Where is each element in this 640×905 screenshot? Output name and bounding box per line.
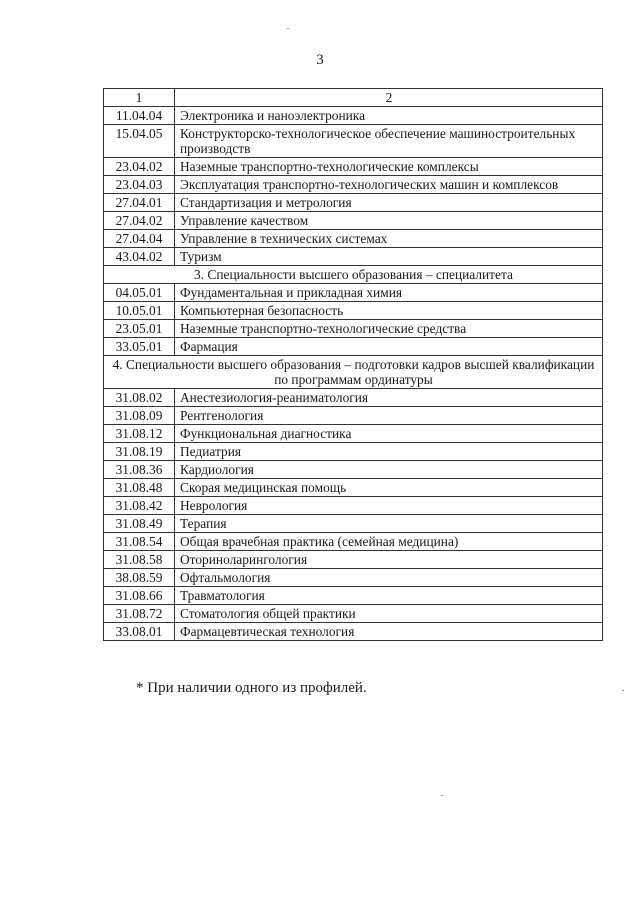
specialty-code: 31.08.72 xyxy=(104,605,175,623)
specialty-name: Стоматология общей практики xyxy=(175,605,603,623)
specialty-code: 33.08.01 xyxy=(104,623,175,641)
header-column-2: 2 xyxy=(175,89,603,107)
specialty-code: 27.04.01 xyxy=(104,194,175,212)
specialty-name: Наземные транспортно-технологические средства xyxy=(175,320,603,338)
specialty-code: 27.04.02 xyxy=(104,212,175,230)
table-row xyxy=(104,461,603,479)
specialty-name: Неврология xyxy=(175,497,603,515)
specialty-code: 31.08.66 xyxy=(104,587,175,605)
specialty-code: 10.05.01 xyxy=(104,302,175,320)
specialty-code: 31.08.49 xyxy=(104,515,175,533)
specialty-name: Анестезиология-реаниматология xyxy=(175,389,603,407)
table-row xyxy=(104,107,603,125)
table-row xyxy=(104,194,603,212)
specialty-code: 31.08.12 xyxy=(104,425,175,443)
specialty-code: 31.08.42 xyxy=(104,497,175,515)
section-title: 3. Специальности высшего образования – специалитета xyxy=(104,266,603,284)
specialty-code: 23.04.03 xyxy=(104,176,175,194)
specialty-name: Кардиология xyxy=(175,461,603,479)
specialty-code: 23.04.02 xyxy=(104,158,175,176)
table-row xyxy=(104,212,603,230)
table-row xyxy=(104,515,603,533)
table-row xyxy=(104,125,603,158)
table-row xyxy=(104,497,603,515)
specialty-code: 31.08.19 xyxy=(104,443,175,461)
specialty-name: Рентгенология xyxy=(175,407,603,425)
table-row xyxy=(104,320,603,338)
table-row xyxy=(104,569,603,587)
specialty-name: Фармацевтическая технология xyxy=(175,623,603,641)
specialty-name: Фундаментальная и прикладная химия xyxy=(175,284,603,302)
specialty-name: Функциональная диагностика xyxy=(175,425,603,443)
table-row xyxy=(104,443,603,461)
specialty-code: 31.08.58 xyxy=(104,551,175,569)
section-title: 4. Специальности высшего образования – подготовки кадров высшей квалификации по программам ординатуры xyxy=(104,356,603,389)
specialty-name: Электроника и наноэлектроника xyxy=(175,107,603,125)
scan-speck xyxy=(287,28,289,29)
specialty-name: Стандартизация и метрология xyxy=(175,194,603,212)
specialty-name: Компьютерная безопасность xyxy=(175,302,603,320)
specialty-name: Туризм xyxy=(175,248,603,266)
specialties-table-body xyxy=(104,89,603,641)
specialty-name: Общая врачебная практика (семейная медицина) xyxy=(175,533,603,551)
specialty-code: 43.04.02 xyxy=(104,248,175,266)
table-row xyxy=(104,533,603,551)
specialty-name: Управление в технических системах xyxy=(175,230,603,248)
specialties-table xyxy=(103,88,603,641)
table-row xyxy=(104,587,603,605)
table-row xyxy=(104,623,603,641)
table-row xyxy=(104,284,603,302)
specialty-code: 31.08.36 xyxy=(104,461,175,479)
scan-speck xyxy=(441,795,443,796)
table-row xyxy=(104,230,603,248)
specialty-name: Оториноларингология xyxy=(175,551,603,569)
specialty-name: Управление качеством xyxy=(175,212,603,230)
table-row xyxy=(104,425,603,443)
section-row xyxy=(104,266,603,284)
specialty-code: 31.08.48 xyxy=(104,479,175,497)
specialty-name: Эксплуатация транспортно-технологических машин и комплексов xyxy=(175,176,603,194)
specialty-name: Офтальмология xyxy=(175,569,603,587)
specialty-code: 11.04.04 xyxy=(104,107,175,125)
table-row xyxy=(104,176,603,194)
specialty-code: 33.05.01 xyxy=(104,338,175,356)
specialty-name: Конструкторско-технологическое обеспечение машиностроительных производств xyxy=(175,125,603,158)
specialty-name: Фармация xyxy=(175,338,603,356)
specialty-code: 23.05.01 xyxy=(104,320,175,338)
table-header-row xyxy=(104,89,603,107)
table-row xyxy=(104,551,603,569)
scan-speck xyxy=(622,690,624,691)
table-row xyxy=(104,407,603,425)
specialty-code: 31.08.09 xyxy=(104,407,175,425)
specialty-code: 38.08.59 xyxy=(104,569,175,587)
page-number: 3 xyxy=(316,52,324,68)
specialty-code: 15.04.05 xyxy=(104,125,175,158)
specialty-name: Педиатрия xyxy=(175,443,603,461)
specialty-code: 27.04.04 xyxy=(104,230,175,248)
table-row xyxy=(104,248,603,266)
table-row xyxy=(104,158,603,176)
footnote: * При наличии одного из профилей. xyxy=(136,680,367,696)
table-row xyxy=(104,338,603,356)
specialty-name: Терапия xyxy=(175,515,603,533)
specialty-code: 31.08.54 xyxy=(104,533,175,551)
specialty-name: Травматология xyxy=(175,587,603,605)
table-row xyxy=(104,389,603,407)
section-row xyxy=(104,356,603,389)
table-row xyxy=(104,605,603,623)
header-column-1: 1 xyxy=(104,89,175,107)
table-row xyxy=(104,302,603,320)
specialty-code: 31.08.02 xyxy=(104,389,175,407)
specialty-name: Наземные транспортно-технологические комплексы xyxy=(175,158,603,176)
table-row xyxy=(104,479,603,497)
specialty-name: Скорая медицинская помощь xyxy=(175,479,603,497)
specialty-code: 04.05.01 xyxy=(104,284,175,302)
